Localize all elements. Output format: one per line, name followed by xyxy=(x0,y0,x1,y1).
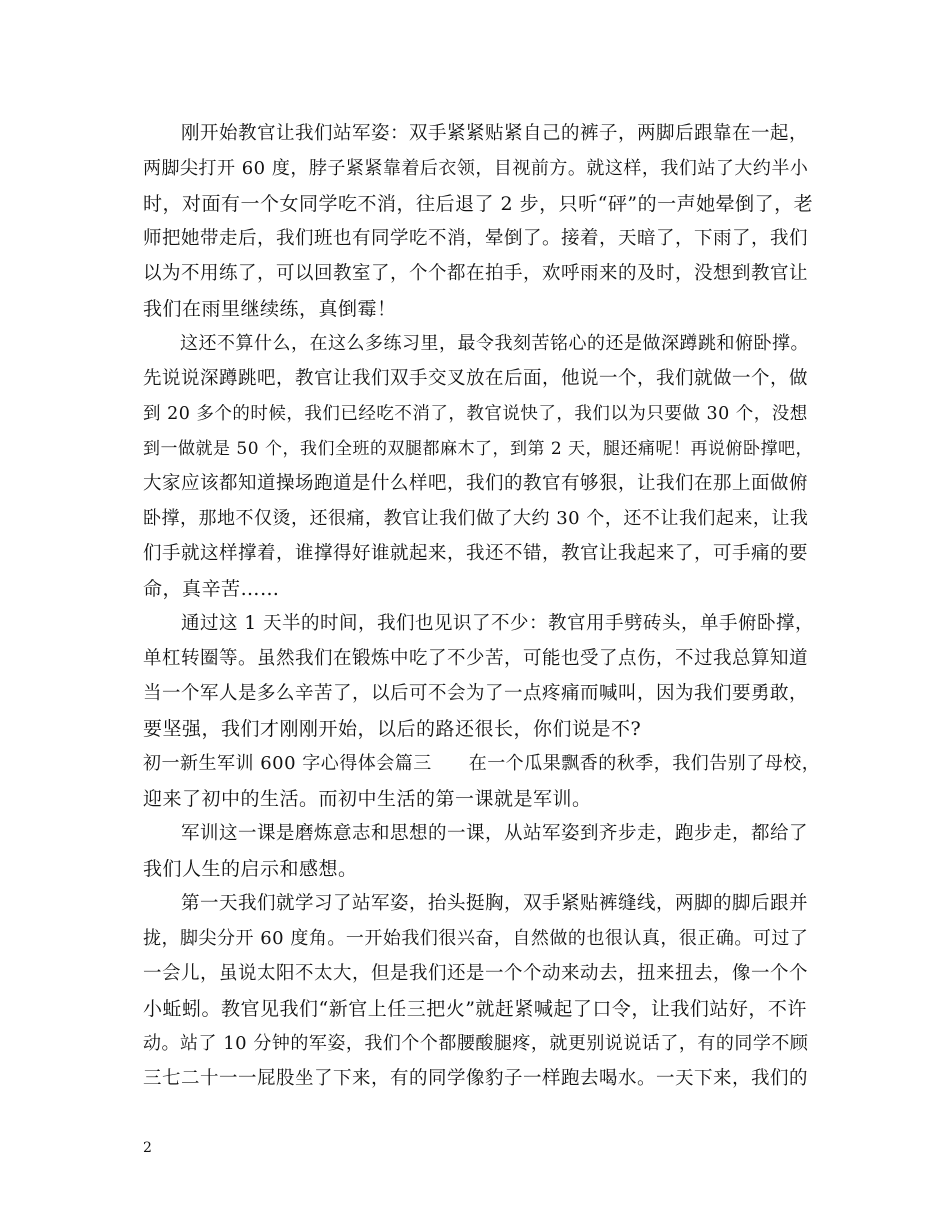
text-line: 两脚尖打开 60 度，脖子紧紧靠着后衣领，目视前方。就这样，我们站了大约半小 xyxy=(143,158,809,179)
text-line: 初一新生军训 600 字心得体会篇三 在一个瓜果飘香的秋季，我们告别了母校， xyxy=(143,753,821,774)
text-line: 刚开始教官让我们站军姿：双手紧紧贴紧自己的裤子，两脚后跟靠在一起， xyxy=(143,123,809,144)
text-line: 命，真辛苦…… xyxy=(143,578,280,600)
text-line: 拢，脚尖分开 60 度角。一开始我们很兴奋，自然做的也很认真，很正确。可过了 xyxy=(143,928,809,949)
text-line: 迎来了初中的生活。而初中生活的第一课就是军训。 xyxy=(143,788,592,810)
text-line: 以为不用练了，可以回教室了，个个都在拍手，欢呼雨来的及时，没想到教官让 xyxy=(143,263,809,284)
text-line: 到一做就是 50 个，我们全班的双腿都麻木了，到第 2 天，腿还痛呢！再说俯卧撑吧， xyxy=(143,439,814,459)
text-line: 一会儿，虽说太阳不太大，但是我们还是一个个动来动去，扭来扭去，像一个个 xyxy=(143,963,809,984)
text-line: 动。站了 10 分钟的军姿，我们个个都腰酸腿疼，就更别说说话了，有的同学不顾 xyxy=(143,1033,809,1054)
page-number: 2 xyxy=(143,1140,152,1156)
text-line: 我们人生的启示和感想。 xyxy=(143,858,358,880)
text-line: 到 20 多个的时候，我们已经吃不消了，教官说快了，我们以为只要做 30 个，没想 xyxy=(143,404,808,424)
text-line: 第一天我们就学习了站军姿，抬头挺胸，双手紧贴裤缝线，两脚的脚后跟并 xyxy=(143,893,809,914)
text-line: 时，对面有一个女同学吃不消，往后退了 2 步，只听“砰”的一声她晕倒了，老 xyxy=(143,193,814,215)
text-line: 师把她带走后，我们班也有同学吃不消，晕倒了。接着，天暗了，下雨了，我们 xyxy=(143,228,809,249)
text-line: 小蚯蚓。教官见我们“新官上任三把火”就赶紧喊起了口令，让我们站好，不许 xyxy=(143,998,807,1020)
text-line: 卧撑，那地不仅烫，还很痛，教官让我们做了大约 30 个，还不让我们起来，让我 xyxy=(143,508,809,529)
text-line: 我们在雨里继续练，真倒霉！ xyxy=(143,298,397,320)
text-line: 单杠转圈等。虽然我们在锻炼中吃了不少苦，可能也受了点伤，不过我总算知道 xyxy=(143,648,809,669)
text-line: 们手就这样撑着，谁撑得好谁就起来，我还不错，教官让我起来了，可手痛的要 xyxy=(143,543,809,564)
text-line: 大家应该都知道操场跑道是什么样吧，我们的教官有够狠，让我们在那上面做俯 xyxy=(143,473,809,494)
text-line: 通过这 1 天半的时间，我们也见识了不少：教官用手劈砖头，单手俯卧撑， xyxy=(143,613,815,634)
text-line: 当一个军人是多么辛苦了，以后可不会为了一点疼痛而喊叫，因为我们要勇敢， xyxy=(143,683,809,704)
text-line: 先说说深蹲跳吧，教官让我们双手交叉放在后面，他说一个，我们就做一个，做 xyxy=(143,368,809,389)
text-line: 要坚强，我们才刚刚开始，以后的路还很长，你们说是不? xyxy=(143,718,642,740)
text-line: 三七二十一一屁股坐了下来，有的同学像豹子一样跑去喝水。一天下来，我们的 xyxy=(143,1068,809,1089)
text-line: 军训这一课是磨炼意志和思想的一课，从站军姿到齐步走，跑步走，都给了 xyxy=(143,823,809,844)
text-line: 这还不算什么，在这么多练习里，最令我刻苦铭心的还是做深蹲跳和俯卧撑。 xyxy=(143,333,809,354)
